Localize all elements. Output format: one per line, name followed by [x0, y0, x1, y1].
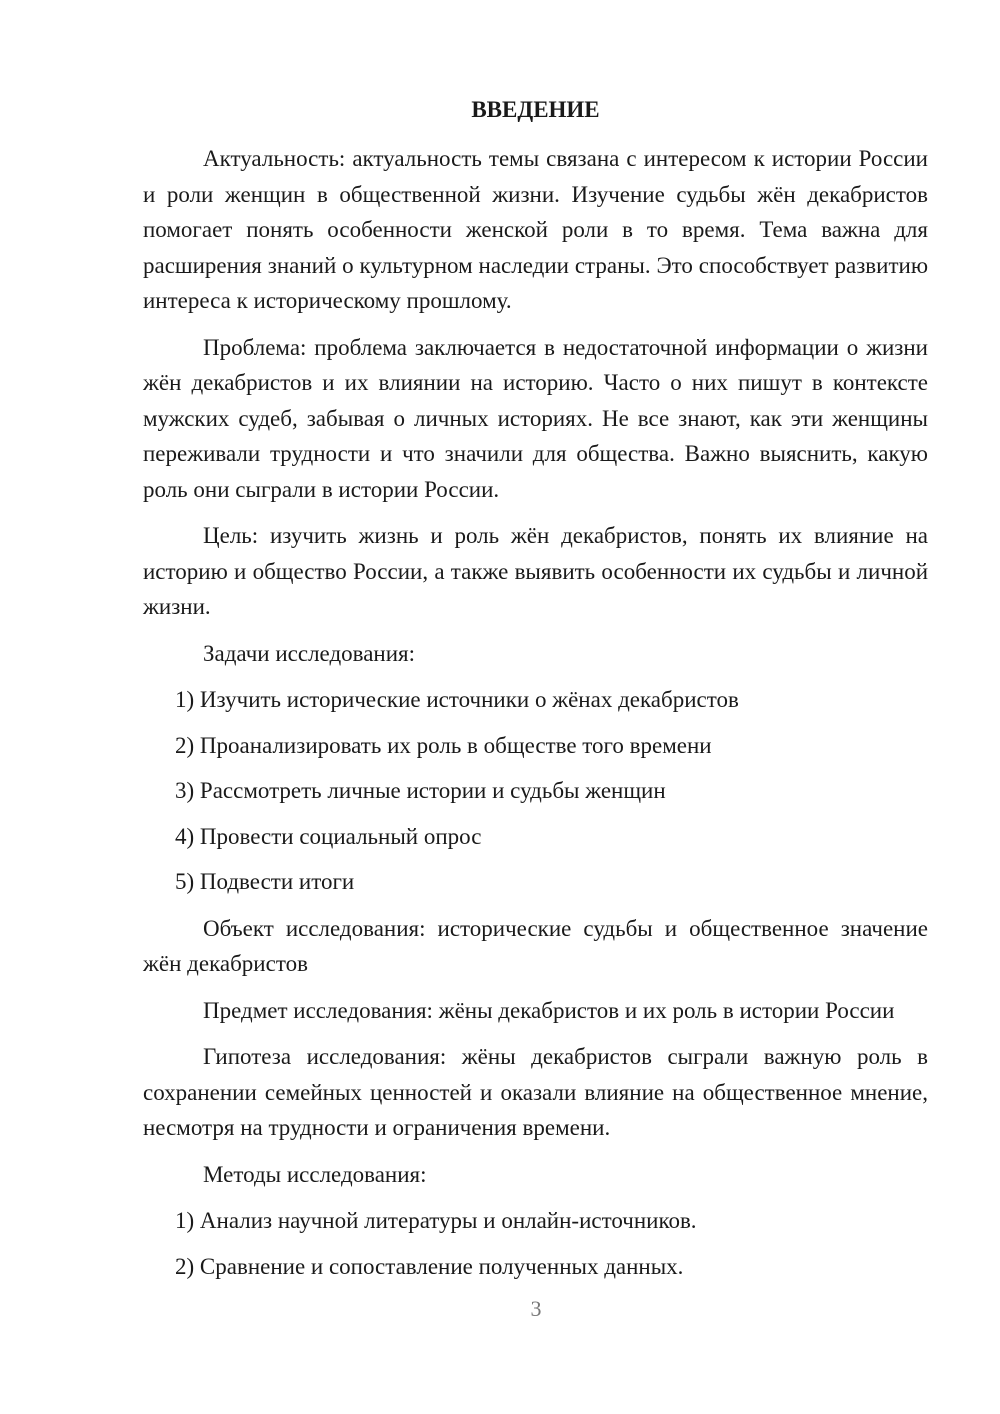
tasks-list — [143, 682, 928, 900]
problem-paragraph: Проблема: проблема заключается в недостаточной информации о жизни жён декабристов и их влиянии на историю. Часто о них пишут в контексте мужских судеб, забывая о личных историях. Не все знают, как эти женщины переживали трудности и что значили для общества. Важно выяснить, какую роль они сыграли в истории России. — [143, 334, 928, 502]
list-item: 3) Рассмотреть личные истории и судьбы женщин — [175, 778, 666, 803]
relevance-paragraph: Актуальность: актуальность темы связана с интересом к истории России и роли женщин в общественной жизни. Изучение судьбы жён декабристов помогает понять особенности женской роли в то время. Тема важна для расширения знаний о культурном наследии страны. Это способствует развитию интереса к историческому прошлому. — [143, 146, 928, 313]
list-item: 2) Проанализировать их роль в обществе того времени — [175, 732, 712, 758]
goal-paragraph: Цель: изучить жизнь и роль жён декабристов, понять их влияние на историю и общество России, а также выявить особенности их судьбы и личной жизни. — [143, 523, 928, 619]
page-number: 3 — [530, 1296, 542, 1321]
section-heading: ВВЕДЕНИЕ — [471, 97, 600, 122]
hypothesis-paragraph: Гипотеза исследования: жёны декабристов сыграли важную роль в сохранении семейных ценностей и оказали влияние на общественное мнение, несмотря на трудности и ограничения времени. — [143, 1044, 928, 1140]
list-item: 1) Изучить исторические источники о жёнах декабристов — [175, 687, 739, 712]
methods-title: Методы исследования: — [203, 1161, 427, 1187]
tasks-title: Задачи исследования: — [203, 640, 416, 666]
list-item: 5) Подвести итоги — [175, 869, 355, 894]
document-page — [143, 92, 928, 1295]
methods-list — [143, 1203, 928, 1284]
object-paragraph: Объект исследования: исторические судьбы и общественное значение жён декабристов — [143, 915, 928, 976]
subject-paragraph: Предмет исследования: жёны декабристов и их роль в истории России — [203, 997, 895, 1023]
list-item: 1) Анализ научной литературы и онлайн-источников. — [175, 1208, 697, 1233]
list-item: 2) Сравнение и сопоставление полученных данных. — [175, 1253, 684, 1279]
list-item: 4) Провести социальный опрос — [175, 823, 482, 849]
